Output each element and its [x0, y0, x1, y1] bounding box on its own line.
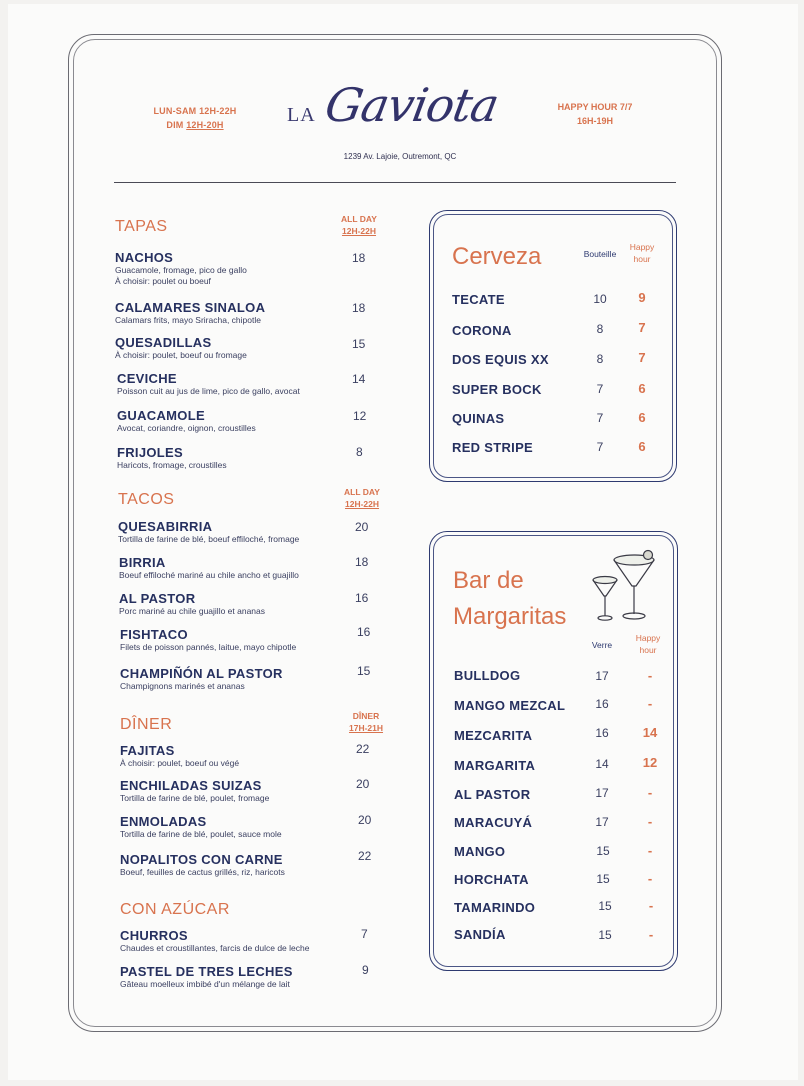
item-price: 22: [356, 742, 370, 756]
margarita-price: 15: [598, 928, 612, 942]
margarita-price: 15: [598, 899, 612, 913]
beer-price: 8: [596, 352, 604, 366]
item-price: 8: [356, 445, 363, 459]
section-hours-diner-time: 17H-21H: [348, 723, 384, 733]
margaritas-col-glass: Verre: [591, 640, 613, 650]
item-price: 18: [355, 555, 369, 569]
beer-name: TECATE: [452, 292, 505, 307]
menu-item-fishtaco: [120, 627, 296, 653]
section-title-diner: DÎNER: [120, 716, 173, 733]
margarita-name: AL PASTOR: [454, 787, 531, 802]
item-name: QUESADILLAS: [115, 335, 212, 350]
item-description: Tortilla de farine de blé, poulet, sauce mole: [120, 829, 282, 839]
beer-happy-price: 6: [638, 410, 646, 425]
margaritas-col-happy-hour: [626, 632, 670, 656]
item-name: FAJITAS: [120, 743, 175, 758]
margarita-happy-price: -: [648, 898, 654, 913]
section-hours-diner: [336, 710, 396, 734]
beer-happy-price: 7: [638, 320, 646, 335]
beer-name: QUINAS: [452, 411, 505, 426]
margarita-name: MEZCARITA: [454, 728, 533, 743]
item-name: QUESABIRRIA: [118, 519, 213, 534]
item-name: FRIJOLES: [117, 445, 183, 460]
item-name: GUACAMOLE: [117, 408, 205, 423]
menu-item-quesadillas: [115, 335, 247, 361]
item-price: 18: [352, 251, 366, 265]
item-description: Boeuf effiloché mariné au chile ancho et guajillo: [119, 570, 299, 580]
item-name: CHAMPIÑÓN AL PASTOR: [120, 666, 283, 681]
menu-item-nachos: [115, 250, 247, 287]
menu-item-churros: [120, 928, 309, 954]
margarita-name: MANGO: [454, 844, 506, 859]
item-price: 16: [357, 625, 371, 639]
item-price: 12: [353, 409, 367, 423]
logo-la: LA: [287, 104, 316, 126]
beer-name: CORONA: [452, 323, 512, 338]
opening-hours-weekdays: LUN-SAM 12H-22H: [153, 106, 237, 116]
margarita-name: MARACUYÁ: [454, 815, 533, 830]
menu-item-calamares: [115, 300, 265, 326]
section-title-con-azucar: CON AZÚCAR: [120, 901, 230, 918]
margarita-happy-price: -: [647, 871, 653, 886]
beer-price: 7: [596, 440, 604, 454]
item-description: Tortilla de farine de blé, poulet, fromage: [120, 793, 270, 803]
item-description: Haricots, fromage, croustilles: [117, 460, 227, 470]
section-hours-tapas: [329, 213, 389, 237]
item-price: 20: [358, 813, 372, 827]
margarita-happy-price: -: [647, 785, 653, 800]
menu-item-champinon: [120, 666, 283, 692]
item-name: NACHOS: [115, 250, 174, 265]
restaurant-address: 1239 Av. Lajoie, Outremont, QC: [343, 152, 457, 161]
margarita-price: 17: [595, 786, 609, 800]
menu-item-fajitas: [120, 743, 239, 769]
margarita-happy-price: -: [647, 843, 653, 858]
item-price: 18: [352, 301, 366, 315]
item-description: Chaudes et croustillantes, farcis de dulce de leche: [120, 943, 310, 953]
beer-price: 7: [596, 411, 604, 425]
margarita-happy-price: -: [647, 814, 653, 829]
item-description: Filets de poisson pannés, laitue, mayo chipotle: [120, 642, 297, 652]
section-title-tacos: TACOS: [118, 491, 175, 508]
margaritas-title-line2: Margaritas: [453, 603, 567, 630]
margaritas-col-hour: hour: [639, 645, 657, 655]
margarita-price: 17: [595, 669, 609, 683]
margarita-price: 15: [596, 872, 610, 886]
item-name: CHURROS: [120, 928, 188, 943]
menu-item-tres-leches: [120, 964, 293, 990]
margarita-happy-price: -: [648, 927, 654, 942]
item-price: 7: [361, 927, 368, 941]
item-price: 9: [362, 963, 369, 977]
item-description-extra: À choisir: poulet ou boeuf: [115, 276, 211, 286]
item-name: BIRRIA: [119, 555, 166, 570]
item-name: CALAMARES SINALOA: [115, 300, 266, 315]
margarita-price: 15: [596, 844, 610, 858]
menu-item-enmoladas: [120, 814, 282, 840]
menu-item-enchiladas: [120, 778, 269, 804]
opening-hours-sunday-time: 12H-20H: [186, 120, 224, 130]
beer-happy-price: 7: [638, 350, 646, 365]
item-description: Avocat, coriandre, oignon, croustilles: [117, 423, 256, 433]
opening-hours-sunday-label: DIM: [166, 120, 187, 130]
margarita-happy-price: -: [647, 668, 653, 683]
cerveza-col-happy: Happy: [629, 242, 655, 252]
happy-hour-time: 16H-19H: [576, 116, 614, 126]
margarita-glasses-icon: [590, 546, 660, 626]
margarita-price: 14: [595, 757, 609, 771]
beer-name: SUPER BOCK: [452, 382, 542, 397]
cerveza-col-happy-hour: [620, 241, 664, 265]
margarita-happy-price: 14: [642, 725, 658, 740]
beer-happy-price: 6: [638, 381, 646, 396]
menu-item-frijoles: [117, 445, 227, 471]
menu-item-al-pastor: [119, 591, 265, 617]
item-description: Porc mariné au chile guajillo et ananas: [119, 606, 266, 616]
menu-item-ceviche: [117, 371, 300, 397]
item-name: NOPALITOS CON CARNE: [120, 852, 283, 867]
item-description: Boeuf, feuilles de cactus grillés, riz, haricots: [120, 867, 285, 877]
beer-happy-price: 6: [638, 439, 646, 454]
item-name: CEVICHE: [117, 371, 177, 386]
section-hours-tacos: [332, 486, 392, 510]
item-price: 22: [358, 849, 372, 863]
section-hours-tacos-label: ALL DAY: [344, 487, 380, 497]
menu-item-birria: [119, 555, 299, 581]
margarita-name: MARGARITA: [454, 758, 536, 773]
logo-script: Gaviota: [321, 78, 503, 132]
item-description: Champignons marinés et ananas: [120, 681, 245, 691]
item-name: AL PASTOR: [119, 591, 196, 606]
item-description: Calamars frits, mayo Sriracha, chipotle: [115, 315, 261, 325]
beer-happy-price: 9: [638, 290, 646, 305]
cerveza-title: Cerveza: [452, 243, 542, 270]
item-name: ENCHILADAS SUIZAS: [120, 778, 262, 793]
beer-price: 8: [596, 322, 604, 336]
item-description: À choisir: poulet, boeuf ou végé: [120, 758, 240, 768]
item-name: FISHTACO: [120, 627, 188, 642]
beer-name: DOS EQUIS XX: [452, 352, 549, 367]
margarita-happy-price: -: [647, 696, 653, 711]
section-hours-tacos-time: 12H-22H: [344, 499, 380, 509]
margarita-name: TAMARINDO: [454, 900, 536, 915]
item-name: PASTEL DE TRES LECHES: [120, 964, 293, 979]
item-price: 15: [357, 664, 371, 678]
item-name: ENMOLADAS: [120, 814, 207, 829]
item-price: 16: [355, 591, 369, 605]
margarita-happy-price: 12: [642, 755, 658, 770]
opening-hours-sunday: [140, 118, 250, 132]
item-price: 20: [356, 777, 370, 791]
happy-hour-days: HAPPY HOUR 7/7: [557, 102, 633, 112]
item-description: Gâteau moelleux imbibé d'un mélange de lait: [120, 979, 290, 989]
beer-price: 7: [596, 382, 604, 396]
item-description: Tortilla de farine de blé, boeuf effiloché, fromage: [118, 534, 300, 544]
margarita-name: BULLDOG: [454, 668, 521, 683]
section-hours-tapas-time: 12H-22H: [341, 226, 377, 236]
restaurant-logo: [282, 78, 522, 152]
beer-price: 10: [593, 292, 607, 306]
margarita-price: 17: [595, 815, 609, 829]
section-title-tapas: TAPAS: [115, 218, 168, 235]
item-description: Poisson cuit au jus de lime, pico de gallo, avocat: [117, 386, 300, 396]
item-description: Guacamole, fromage, pico de gallo: [115, 265, 247, 275]
margarita-name: MANGO MEZCAL: [454, 698, 566, 713]
item-price: 15: [352, 337, 366, 351]
section-hours-tapas-label: ALL DAY: [341, 214, 377, 224]
menu-item-nopalitos: [120, 852, 285, 878]
opening-hours: [140, 104, 250, 132]
happy-hour-info: [540, 100, 650, 128]
margarita-price: 16: [595, 726, 609, 740]
margarita-name: HORCHATA: [454, 872, 529, 887]
margarita-name: SANDÍA: [454, 927, 506, 942]
margarita-price: 16: [595, 697, 609, 711]
beer-name: RED STRIPE: [452, 440, 534, 455]
cerveza-col-bottle: Bouteille: [583, 249, 617, 259]
margaritas-title-line1: Bar de: [453, 567, 524, 594]
menu-item-guacamole: [117, 408, 256, 434]
margaritas-col-happy: Happy: [635, 633, 661, 643]
section-hours-diner-label: DÎNER: [352, 711, 380, 721]
item-price: 14: [352, 372, 366, 386]
menu-item-quesabirria: [118, 519, 299, 545]
item-description: À choisir: poulet, boeuf ou fromage: [115, 350, 247, 360]
item-price: 20: [355, 520, 369, 534]
cerveza-col-hour: hour: [633, 254, 651, 264]
header-divider: [114, 182, 676, 183]
